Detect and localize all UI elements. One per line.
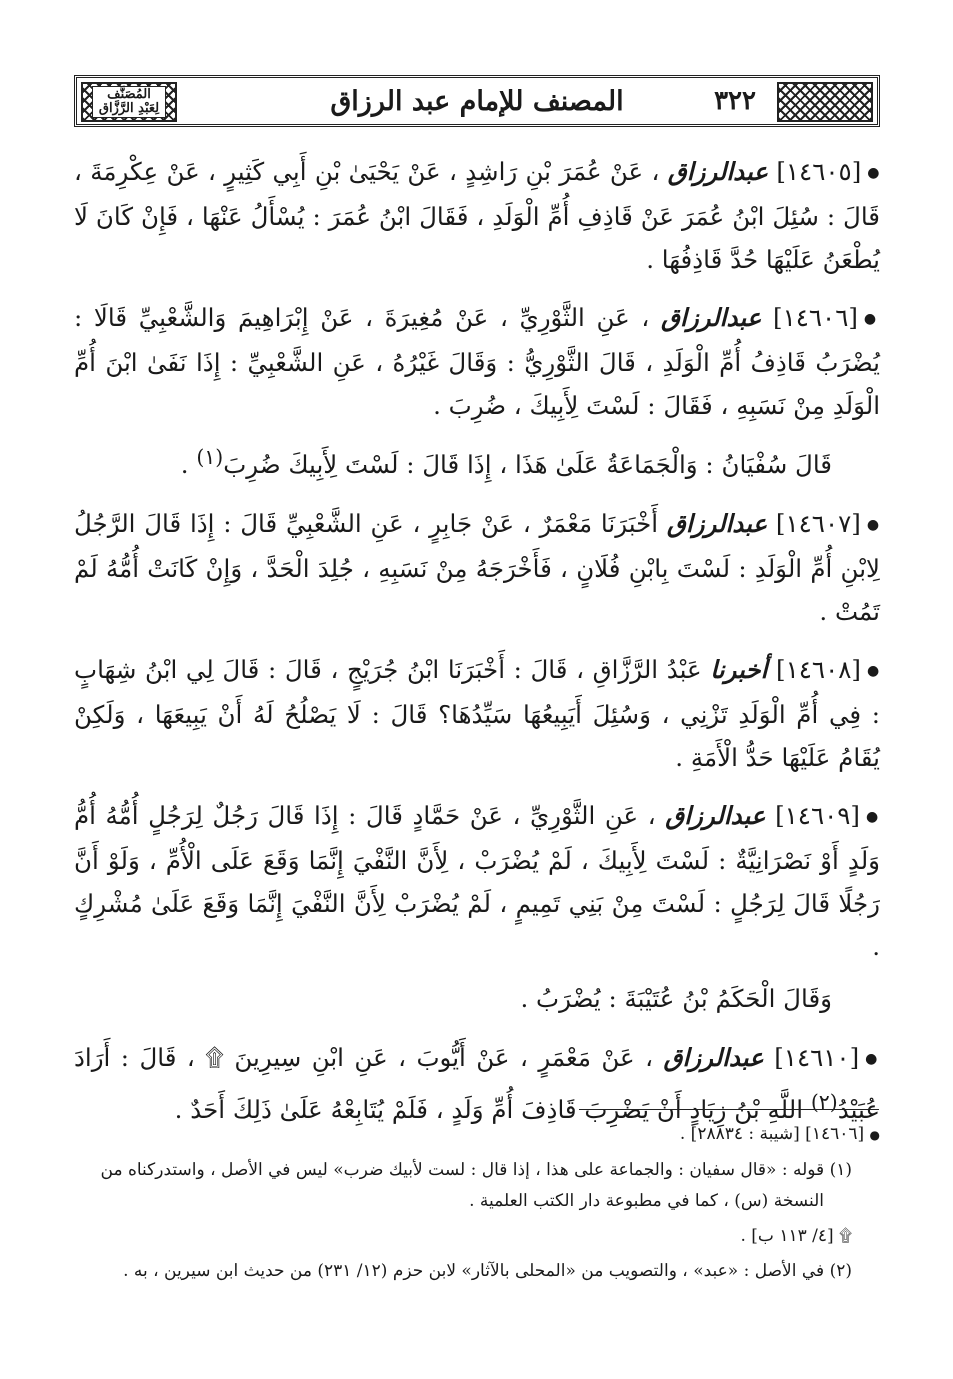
footnote-2-number: (٢) <box>829 1261 852 1281</box>
header-right-ornament <box>777 82 873 122</box>
bullet-icon: ● <box>869 1128 880 1142</box>
addendum-text: وَقَالَ الْحَكَمُ بْنُ عُتَيْبَةَ : يُضْرَبُ . <box>520 984 832 1014</box>
addendum-text: قَالَ سُفْيَانُ : وَالْجَمَاعَةُ عَلَىٰ هَذَا ، إِذَا قَالَ : لَسْتَ لِأَبِيكَ ضُرِبَ <box>223 450 832 480</box>
footnote-reference <box>74 1120 880 1150</box>
hadith-text: عَبْدُ الرَّزَّاقِ ، قَالَ : أَخْبَرَنَا ابْنُ جُرَيْجٍ ، قَالَ : قَالَ لِي ابْنُ شِهَابٍ : فِي أُمِّ الْوَلَدِ تَزْنِي ، وَسُئِلَ أَيَبِيعُهَا سَيِّدُهَا؟ قَالَ : لَا يَصْلُحُ لَهُ أَنْ يَبِيعَهَا ، وَلَكِنْ يُقَامُ عَلَيْهَا حَدُّ الْأَمَةِ . <box>74 655 880 773</box>
footnote-1-cont-text: النسخة (س) ، كما في مطبوعة دار الكتب العلمية . <box>469 1191 824 1211</box>
hadith-number: [١٤٦٠٩] <box>775 801 860 831</box>
footnote-2-text: في الأصل : «عبد» ، والتصويب من «المحلى بالآثار» لابن حزم (١٢/ ٢٣١) من حديث ابن سيرين ، به . <box>123 1261 825 1281</box>
hadith-number: [١٤٦٠٥] <box>776 157 862 186</box>
hadith-14607 <box>74 502 880 633</box>
footnotes <box>74 1120 880 1292</box>
hadith-14605 <box>74 150 880 281</box>
hadith-14610 <box>74 1036 880 1131</box>
hadith-14608 <box>74 648 880 779</box>
bullet-icon: ● <box>863 311 881 327</box>
bullet-icon: ● <box>866 517 881 534</box>
hadith-14609 <box>74 794 880 968</box>
footnote-1-number: (١) <box>829 1160 852 1180</box>
hadith-text-cont: ، قَالَ : أَرَادَ عُبَيْدُ <box>74 1043 880 1125</box>
hadith-text: ، عَنْ مَعْمَرٍ ، عَنْ أَيُّوبَ ، عَنِ ابْنِ سِيرِينَ <box>234 1043 654 1073</box>
bullet-icon: ● <box>865 1051 881 1068</box>
hadith-text: أَخْبَرَنَا مَعْمَرٌ ، عَنْ جَابِرٍ ، عَنِ الشَّعْبِيِّ قَالَ : إِذَا قَالَ الرَّجُلُ لِابْنِ أُمِّ الْوَلَدِ : لَسْتَ بِابْنِ فُلَانٍ ، فَأَخْرَجَهُ مِنْ نَسَبِهِ ، جُلِدَ الْحَدَّ ، وَإِنْ كَانَتْ أُمُّهُ لَمْ تَمُتْ . <box>74 509 880 627</box>
hadith-narrator: عبدالرزاق <box>665 801 766 831</box>
manuscript-mark-icon: ۩ <box>839 1226 852 1246</box>
footnote-marker: (١) <box>196 445 224 469</box>
hadith-number: [١٤٦٠٦] <box>773 303 858 332</box>
hadith-narrator: أخبرنا <box>710 655 768 685</box>
emblem-top-text: المُصَنَّف <box>107 87 151 102</box>
footnote-reference-text: [١٤٦٠٦] [شيبة : ٢٨٨٣٤] . <box>679 1124 865 1144</box>
hadith-14606 <box>74 296 880 427</box>
hadith-narrator: عبدالرزاق <box>666 509 768 539</box>
header-emblem <box>81 82 177 122</box>
main-text <box>74 150 880 1146</box>
footnote-1 <box>74 1156 880 1185</box>
hadith-number: [١٤٦٠٧] <box>775 509 861 539</box>
footnote-divider <box>579 1109 879 1110</box>
page-number: ٣٢٢ <box>714 86 756 116</box>
page-title: المصنف للإمام عبد الرزاق <box>330 85 624 117</box>
hadith-text: ، عَنِ الثَّوْرِيِّ ، عَنْ حَمَّادٍ قَالَ : إِذَا قَالَ رَجُلٌ لِرَجُلٍ أُمُّهُ أُمُّ وَلَدٍ أَوْ نَصْرَانِيَّةٌ : لَسْتَ لِأَبِيكَ ، لَمْ يُضْرَبْ ، لِأَنَّ النَّفْيَ إِنَّمَا وَقَعَ عَلَى الْأُمِّ ، وَلَوْ أَنَّ رَجُلًا قَالَ لِرَجُلٍ : لَسْتَ مِنْ بَنِي تَمِيمٍ ، لَمْ يُضْرَبْ لِأَنَّ النَّفْيَ إِنَّمَا وَقَعَ عَلَىٰ مُشْرِكٍ . <box>74 801 880 962</box>
hadith-narrator: عبدالرزاق <box>661 303 762 332</box>
footnote-1-continued <box>74 1187 880 1216</box>
footnote-marker: (٢) <box>810 1090 838 1115</box>
hadith-14609-addendum <box>74 977 880 1020</box>
bullet-icon: ● <box>867 165 880 181</box>
hadith-narrator: عبدالرزاق <box>663 1043 764 1073</box>
hadith-text: ، عَنْ عُمَرَ بْنِ رَاشِدٍ ، عَنْ يَحْيَىٰ بْنِ أَبِي كَثِيرٍ ، عَنْ عِكْرِمَةَ ، قَالَ : سُئِلَ ابْنُ عُمَرَ عَنْ قَاذِفِ أُمِّ الْوَلَدِ ، فَقَالَ ابْنُ عُمَرَ : يُسْأَلُ عَنْهَا ، فَإِنْ كَانَ لَا يُطْعَنُ عَلَيْهَا حُدَّ قَاذِفُهَا . <box>74 157 880 274</box>
hadith-narrator: عبدالرزاق <box>667 157 769 186</box>
emblem-bottom-text: لِعَبْدِ الرَّزَّاق <box>98 101 160 116</box>
bullet-icon: ● <box>865 809 880 826</box>
footnote-mark-line <box>74 1222 880 1251</box>
manuscript-mark-icon: ۩ <box>205 1043 224 1073</box>
hadith-text-end: اللَّهِ بْنُ زِيَادٍ أَنْ يَضْرِبَ قَاذِفَ أُمِّ وَلَدٍ ، فَلَمْ يُتَابِعْهُ عَلَىٰ ذَلِكَ أَحَدٌ . <box>174 1095 804 1125</box>
hadith-14606-addendum: قَالَ سُفْيَانُ : وَالْجَمَاعَةُ عَلَىٰ هَذَا ، إِذَا قَالَ : لَسْتَ لِأَبِيكَ ضُرِبَ$^{(١)}$ . <box>180 445 832 480</box>
bullet-icon: ● <box>866 663 881 680</box>
page-header <box>74 75 880 127</box>
footnote-mark-text: [٤/ ١١٣ ب] . <box>740 1226 834 1246</box>
hadith-number: [١٤٦٠٨] <box>776 655 861 685</box>
hadith-number: [١٤٦١٠] <box>774 1043 860 1073</box>
footnote-2 <box>74 1257 880 1286</box>
footnote-1-text: قوله : «قال سفيان : والجماعة على هذا ، إذا قال : لست لأبيك ضرب» ليس في الأصل ، واستدركناه من <box>100 1160 825 1180</box>
hadith-text: ، عَنِ الثَّوْرِيِّ ، عَنْ مُغِيرَةَ ، عَنْ إِبْرَاهِيمَ وَالشَّعْبِيِّ قَالَا : يُضْرَبُ قَاذِفُ أُمِّ الْوَلَدِ ، قَالَ الثَّوْرِيُّ : وَقَالَ غَيْرُهُ ، عَنِ الشَّعْبِيِّ : إِذَا نَفَىٰ ابْنَ أُمِّ الْوَلَدِ مِنْ نَسَبِهِ ، فَقَالَ : لَسْتَ لِأَبِيكَ ، ضُرِبَ . <box>74 303 880 420</box>
